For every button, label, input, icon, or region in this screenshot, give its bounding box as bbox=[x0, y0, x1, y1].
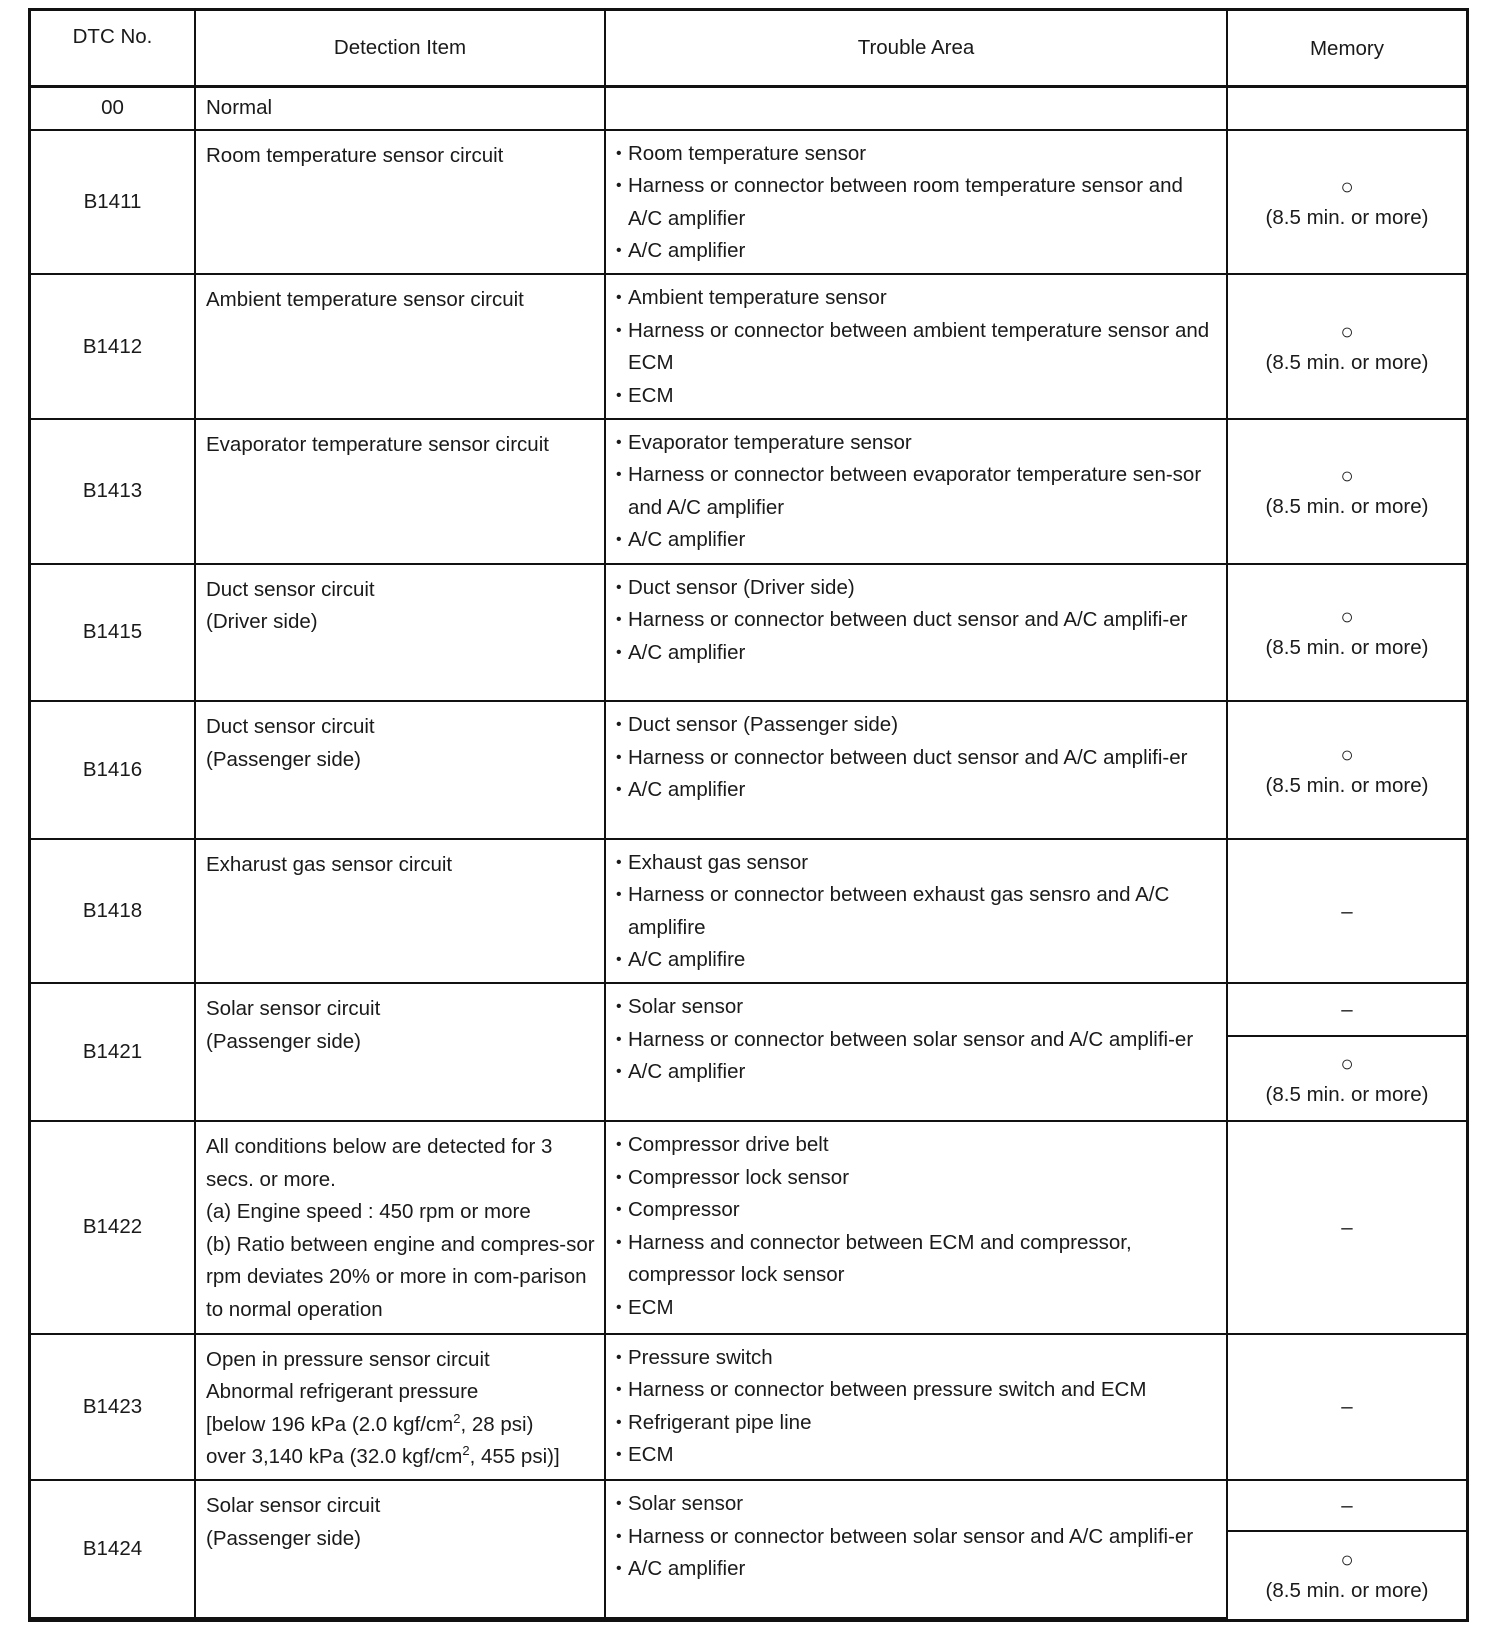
dtc-code: B1413 bbox=[31, 419, 195, 564]
trouble-area-item: • Harness or connector between exhaust gas sensro and A/C amplifire bbox=[616, 879, 1218, 944]
memory bbox=[1227, 1334, 1466, 1481]
trouble-area-item: • Pressure switch bbox=[616, 1342, 1218, 1375]
detection-item bbox=[195, 983, 605, 1121]
memory-dash: – bbox=[1341, 1494, 1353, 1518]
trouble-area-item: • Harness and connector between ECM and compressor, compressor lock sensor bbox=[616, 1227, 1218, 1292]
trouble-area-item: • A/C amplifier bbox=[616, 1553, 1218, 1586]
table-row bbox=[31, 983, 1466, 1036]
trouble-area bbox=[605, 86, 1227, 130]
memory bbox=[1227, 1121, 1466, 1333]
trouble-area-item: • Duct sensor (Passenger side) bbox=[616, 709, 1218, 742]
memory-dash: – bbox=[1341, 1215, 1353, 1239]
memory bbox=[1227, 274, 1466, 419]
dtc-table bbox=[31, 11, 1466, 1619]
dtc-code: B1422 bbox=[31, 1121, 195, 1333]
detection-line: Solar sensor circuit bbox=[206, 997, 381, 1021]
detection-line: (a) Engine speed : 450 rpm or more bbox=[206, 1200, 531, 1224]
trouble-area bbox=[605, 419, 1227, 564]
memory bbox=[1227, 1531, 1466, 1618]
trouble-area-item: • ECM bbox=[616, 1439, 1218, 1472]
trouble-area bbox=[605, 1121, 1227, 1333]
detection-line: Room temperature sensor circuit bbox=[206, 143, 504, 167]
trouble-area-item: • Harness or connector between room temperature sensor and A/C amplifier bbox=[616, 170, 1218, 235]
memory-circle-icon: ○ bbox=[1340, 1050, 1354, 1076]
trouble-area bbox=[605, 1480, 1227, 1618]
table-row bbox=[31, 274, 1466, 419]
trouble-area-item: • Evaporator temperature sensor bbox=[616, 427, 1218, 460]
memory bbox=[1227, 983, 1466, 1036]
trouble-area-item: • A/C amplifier bbox=[616, 637, 1218, 670]
table-row bbox=[31, 419, 1466, 564]
memory-circle-icon: ○ bbox=[1340, 463, 1354, 489]
detection-line: (Passenger side) bbox=[206, 1029, 361, 1053]
trouble-area-item: • Refrigerant pipe line bbox=[616, 1407, 1218, 1440]
memory-note: (8.5 min. or more) bbox=[1265, 1578, 1429, 1602]
header-dtc-no: DTC No. bbox=[31, 11, 195, 86]
memory-note: (8.5 min. or more) bbox=[1265, 636, 1429, 660]
memory-circle-icon: ○ bbox=[1340, 604, 1354, 630]
trouble-area-item: • Harness or connector between solar sensor and A/C amplifi-er bbox=[616, 1521, 1218, 1554]
detection-item bbox=[195, 419, 605, 564]
table-row bbox=[31, 1334, 1466, 1481]
dtc-code: B1423 bbox=[31, 1334, 195, 1481]
trouble-area bbox=[605, 983, 1227, 1121]
trouble-area-item: • ECM bbox=[616, 1292, 1218, 1325]
dtc-table-page bbox=[28, 8, 1469, 1622]
trouble-area-item: • A/C amplifire bbox=[616, 944, 1218, 977]
trouble-area-item: • Compressor lock sensor bbox=[616, 1162, 1218, 1195]
dtc-code: B1421 bbox=[31, 983, 195, 1121]
detection-line: Solar sensor circuit bbox=[206, 1494, 381, 1518]
detection-line: Exharust gas sensor circuit bbox=[206, 852, 453, 876]
table-row bbox=[31, 701, 1466, 839]
memory-circle-icon: ○ bbox=[1340, 741, 1354, 767]
memory-note: (8.5 min. or more) bbox=[1265, 350, 1429, 374]
memory-dash: – bbox=[1341, 899, 1353, 923]
detection-line: Duct sensor circuit bbox=[206, 715, 375, 739]
table-row bbox=[31, 86, 1466, 130]
trouble-area-item: • Harness or connector between duct sensor and A/C amplifi-er bbox=[616, 604, 1218, 637]
trouble-area-item: • Ambient temperature sensor bbox=[616, 282, 1218, 315]
memory-note: (8.5 min. or more) bbox=[1265, 773, 1429, 797]
memory-circle-icon: ○ bbox=[1340, 318, 1354, 344]
trouble-area-item: • Harness or connector between ambient temperature sensor and ECM bbox=[616, 315, 1218, 380]
detection-item bbox=[195, 839, 605, 984]
trouble-area-item: • Harness or connector between pressure switch and ECM bbox=[616, 1374, 1218, 1407]
memory-circle-icon: ○ bbox=[1340, 1546, 1354, 1572]
header-memory: Memory bbox=[1227, 11, 1466, 86]
memory bbox=[1227, 839, 1466, 984]
table-row bbox=[31, 130, 1466, 275]
trouble-area-item: • Harness or connector between evaporator temperature sen-sor and A/C amplifier bbox=[616, 459, 1218, 524]
detection-item bbox=[195, 701, 605, 839]
trouble-area-item: • Compressor drive belt bbox=[616, 1129, 1218, 1162]
trouble-area-item: • Compressor bbox=[616, 1194, 1218, 1227]
trouble-area-item: • Room temperature sensor bbox=[616, 138, 1218, 171]
memory-circle-icon: ○ bbox=[1340, 173, 1354, 199]
dtc-code: B1424 bbox=[31, 1480, 195, 1618]
detection-line: [below 196 kPa (2.0 kgf/$cm^2$, 28 psi) bbox=[206, 1410, 534, 1436]
detection-item bbox=[195, 564, 605, 702]
table-row bbox=[31, 1480, 1466, 1531]
memory bbox=[1227, 130, 1466, 275]
detection-item bbox=[195, 1334, 605, 1481]
detection-line: Ambient temperature sensor circuit bbox=[206, 288, 524, 312]
trouble-area-item: • ECM bbox=[616, 380, 1218, 413]
detection-item bbox=[195, 1480, 605, 1618]
dtc-code: B1411 bbox=[31, 130, 195, 275]
memory-dash: – bbox=[1341, 1395, 1353, 1419]
memory bbox=[1227, 1036, 1466, 1121]
dtc-code: B1415 bbox=[31, 564, 195, 702]
detection-item bbox=[195, 130, 605, 275]
detection-line: (Passenger side) bbox=[206, 1526, 361, 1550]
trouble-area-item: • A/C amplifier bbox=[616, 774, 1218, 807]
trouble-area bbox=[605, 701, 1227, 839]
detection-line: Normal bbox=[206, 95, 273, 119]
detection-item bbox=[195, 86, 605, 130]
trouble-area bbox=[605, 130, 1227, 275]
trouble-area bbox=[605, 274, 1227, 419]
dtc-code: B1416 bbox=[31, 701, 195, 839]
table-row bbox=[31, 839, 1466, 984]
detection-line: Abnormal refrigerant pressure bbox=[206, 1380, 479, 1404]
trouble-area-item: • Solar sensor bbox=[616, 1488, 1218, 1521]
detection-line: (Driver side) bbox=[206, 610, 318, 634]
memory-note: (8.5 min. or more) bbox=[1265, 1082, 1429, 1106]
memory bbox=[1227, 564, 1466, 702]
header-trouble-area: Trouble Area bbox=[605, 11, 1227, 86]
dtc-code: B1412 bbox=[31, 274, 195, 419]
dtc-code: B1418 bbox=[31, 839, 195, 984]
trouble-area-item: • Duct sensor (Driver side) bbox=[616, 572, 1218, 605]
memory-dash: – bbox=[1341, 998, 1353, 1022]
detection-item bbox=[195, 274, 605, 419]
memory bbox=[1227, 1480, 1466, 1531]
header-detection-item: Detection Item bbox=[195, 11, 605, 86]
trouble-area-item: • Harness or connector between duct sensor and A/C amplifi-er bbox=[616, 742, 1218, 775]
trouble-area bbox=[605, 839, 1227, 984]
detection-line: Open in pressure sensor circuit bbox=[206, 1347, 490, 1371]
detection-line: Duct sensor circuit bbox=[206, 577, 375, 601]
memory bbox=[1227, 701, 1466, 839]
trouble-area bbox=[605, 564, 1227, 702]
table-row bbox=[31, 1121, 1466, 1333]
memory-note: (8.5 min. or more) bbox=[1265, 495, 1429, 519]
memory bbox=[1227, 419, 1466, 564]
table-row bbox=[31, 564, 1466, 702]
detection-item bbox=[195, 1121, 605, 1333]
memory bbox=[1227, 86, 1466, 130]
trouble-area-item: • A/C amplifier bbox=[616, 524, 1218, 557]
dtc-code: 00 bbox=[31, 86, 195, 130]
detection-line: All conditions below are detected for 3 secs. or more. bbox=[206, 1135, 553, 1191]
trouble-area-item: • A/C amplifier bbox=[616, 235, 1218, 268]
trouble-area-item: • Harness or connector between solar sensor and A/C amplifi-er bbox=[616, 1024, 1218, 1057]
trouble-area-item: • Solar sensor bbox=[616, 991, 1218, 1024]
detection-line: Evaporator temperature sensor circuit bbox=[206, 432, 549, 456]
detection-line: (b) Ratio between engine and compres-sor rpm deviates 20% or more in com-parison to normal operation bbox=[206, 1232, 595, 1321]
detection-line: (Passenger side) bbox=[206, 747, 361, 771]
trouble-area bbox=[605, 1334, 1227, 1481]
detection-line: over 3,140 kPa (32.0 kgf/$cm^2$, 455 psi)] bbox=[206, 1443, 560, 1469]
memory-note: (8.5 min. or more) bbox=[1265, 205, 1429, 229]
trouble-area-item: • Exhaust gas sensor bbox=[616, 847, 1218, 880]
trouble-area-item: • A/C amplifier bbox=[616, 1056, 1218, 1089]
